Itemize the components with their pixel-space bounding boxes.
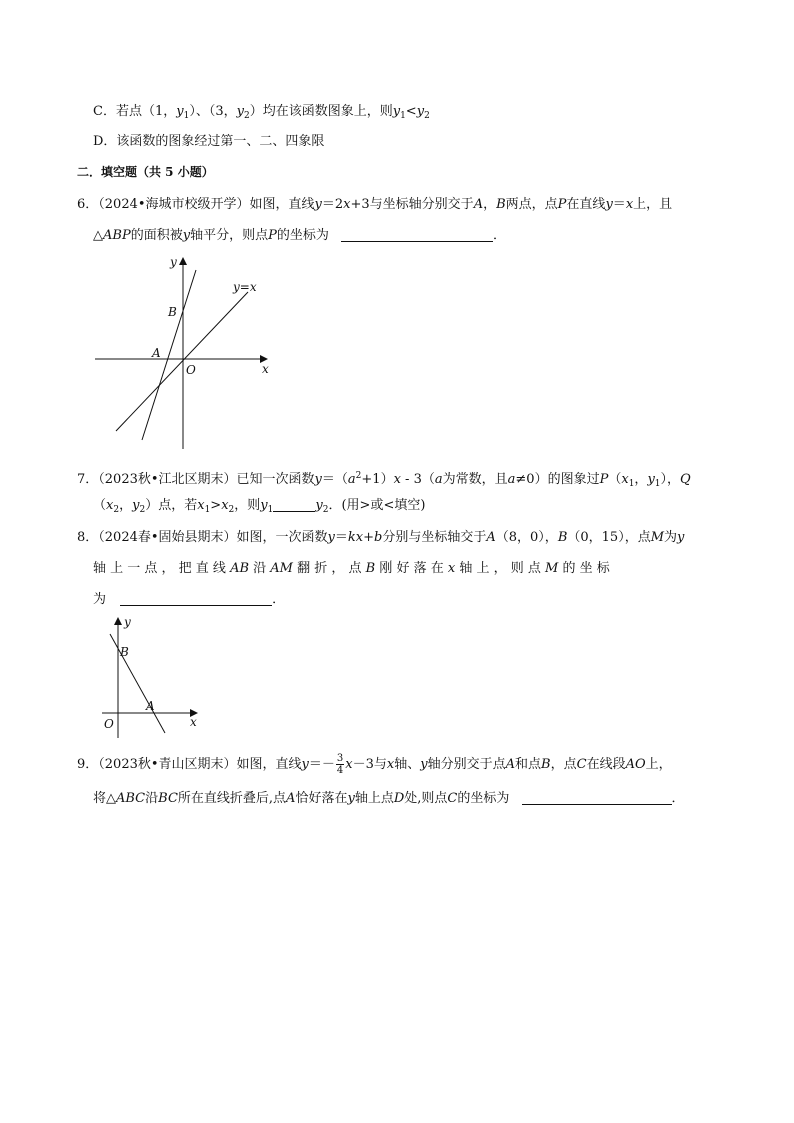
- q7-text: ），: [660, 472, 681, 487]
- q7-text: 为常数，且: [442, 472, 508, 487]
- var-b: B: [541, 757, 551, 772]
- q7-text: - 3（: [400, 472, 435, 487]
- q9-text: 9．（2023秋•青山区期末）如图，直线: [77, 757, 302, 772]
- var-kx: kx: [347, 530, 364, 545]
- q8-text: 为: [664, 530, 678, 545]
- var-y: y: [260, 498, 268, 513]
- var-y: y: [392, 104, 401, 119]
- q9-text: 将△: [93, 791, 116, 806]
- var-x: x: [393, 472, 401, 487]
- option-c: [93, 103, 430, 125]
- q6-text: 上，且: [633, 197, 673, 212]
- var-x: x: [386, 757, 395, 772]
- q6-text: △: [93, 228, 103, 243]
- question-6-line-1: [77, 196, 672, 214]
- question-8-line-2: [93, 560, 610, 578]
- var-bc: BC: [158, 791, 178, 806]
- question-8-line-1: [77, 529, 684, 547]
- subscript: 1: [183, 111, 190, 121]
- var-p: P: [268, 228, 277, 243]
- var-y: y: [416, 104, 425, 119]
- var-y: y: [132, 498, 140, 513]
- q7-text: ＝（: [321, 472, 348, 487]
- question-9-line-2: [93, 790, 685, 808]
- var-y: y: [176, 104, 184, 119]
- var-y: y: [347, 791, 355, 806]
- var-ab: AB: [230, 561, 250, 576]
- q6-text: +3与坐标轴分别交于: [350, 197, 474, 212]
- q6-text: 两点，点: [505, 197, 558, 212]
- q7-text: （: [93, 498, 107, 513]
- q8-text: 轴 上 ， 则 点: [455, 561, 546, 576]
- q8-text: 沿: [249, 561, 271, 576]
- var-y: y: [647, 472, 655, 487]
- q9-text: 沿: [145, 791, 159, 806]
- option-d: [93, 133, 324, 151]
- subscript: 1: [628, 479, 635, 489]
- var-a: A: [486, 530, 496, 545]
- q8-text: （0，15），点: [567, 530, 651, 545]
- var-abc: ABC: [116, 791, 146, 806]
- var-ao: AO: [625, 757, 646, 772]
- var-b: B: [557, 530, 568, 545]
- option-c-text-2: ）、（3，: [189, 104, 237, 119]
- subscript: 1: [204, 505, 211, 515]
- q6-text: 的面积被: [130, 228, 183, 243]
- var-p: P: [557, 197, 567, 212]
- var-y: y: [605, 197, 613, 212]
- question-7-line-2: [93, 497, 425, 519]
- q8-text: 的 坐 标: [558, 561, 610, 576]
- q7-text: 7．（2023秋•江北区期末）已知一次函数: [77, 472, 315, 487]
- q7-text: ．(用>或<填空): [328, 498, 426, 513]
- q8-text: 翻 折 ， 点: [292, 561, 366, 576]
- point-b-label: B: [168, 305, 177, 319]
- subscript: 1: [654, 479, 661, 489]
- subscript: 2: [243, 111, 250, 121]
- y-axis-label: y: [170, 255, 177, 269]
- q9-text: 和点: [515, 757, 542, 772]
- subscript: 1: [267, 505, 274, 515]
- q6-text: ＝: [612, 197, 626, 212]
- q7-text: ，: [119, 498, 133, 513]
- q9-text: 的坐标为: [457, 791, 510, 806]
- q6-text: ．: [493, 228, 507, 243]
- x-axis-label: x: [190, 715, 197, 729]
- var-p: P: [599, 472, 609, 487]
- var-c: C: [576, 757, 587, 772]
- subscript: 2: [113, 505, 120, 515]
- q9-text: 轴、: [394, 757, 421, 772]
- var-x: x: [447, 561, 456, 576]
- var-b: b: [374, 530, 383, 545]
- q8-text: ．: [272, 592, 286, 607]
- point-b-label: B: [120, 645, 129, 659]
- var-c: C: [447, 791, 458, 806]
- q9-text: 在线段: [586, 757, 626, 772]
- var-b: B: [496, 197, 506, 212]
- q9-text: －3与: [352, 757, 387, 772]
- var-x: x: [197, 498, 205, 513]
- q8-text: ＝: [334, 530, 348, 545]
- var-y: y: [677, 530, 685, 545]
- q7-text: ，则: [234, 498, 261, 513]
- subscript: 2: [139, 505, 146, 515]
- q9-text: ，点: [550, 757, 577, 772]
- q9-text: 处,则点: [404, 791, 448, 806]
- q8-figure: [88, 612, 208, 742]
- q9-text: ．: [671, 791, 685, 806]
- answer-blank-q6[interactable]: [341, 227, 493, 242]
- option-d-text: D．该函数的图象经过第一、二、四象限: [93, 134, 325, 149]
- subscript: 2: [424, 111, 430, 121]
- var-a: A: [473, 197, 484, 212]
- origin-label: O: [186, 363, 196, 377]
- q8-text: 刚 好 落 在: [375, 561, 448, 576]
- q9-text: 上，: [645, 757, 672, 772]
- var-y: y: [301, 757, 309, 772]
- point-a-label: A: [146, 699, 155, 713]
- q6-text: 6．（2024•海城市校级开学）如图，直线: [77, 197, 315, 212]
- option-c-text-1: C．若点（1，: [93, 104, 177, 119]
- var-m: M: [545, 561, 559, 576]
- greater-than-sign: >: [210, 498, 222, 513]
- var-a: A: [505, 757, 516, 772]
- q8-text: （8，0），: [495, 530, 558, 545]
- line-label: y=x: [233, 280, 257, 294]
- q6-text: 在直线: [566, 197, 606, 212]
- q8-text: 为: [93, 592, 107, 607]
- point-a-label: A: [152, 346, 161, 360]
- q6-text: 的坐标为: [276, 228, 329, 243]
- less-than-sign: <: [405, 104, 417, 119]
- q9-text: 轴上点: [354, 791, 394, 806]
- q6-figure: [90, 250, 280, 455]
- q7-text: ≠0）的图象过: [515, 472, 600, 487]
- origin-label: O: [104, 717, 114, 731]
- var-a: A: [286, 791, 296, 806]
- subscript: 2: [228, 505, 235, 515]
- fraction-denominator: 4: [336, 765, 344, 776]
- var-b: B: [365, 561, 376, 576]
- q6-text: ，: [483, 197, 497, 212]
- q6-text: 轴平分，则点: [190, 228, 269, 243]
- section-title: [77, 163, 214, 181]
- var-abp: ABP: [103, 228, 131, 243]
- section-title-text: 二．填空题（共 5 小题）: [77, 165, 214, 179]
- q9-text: 轴分别交于点: [427, 757, 506, 772]
- option-c-text-3: ）均在该函数图象上，则: [249, 104, 393, 119]
- answer-blank-q8[interactable]: [120, 591, 272, 606]
- var-d: D: [393, 791, 405, 806]
- q7-text: ）点，若: [145, 498, 198, 513]
- var-am: AM: [270, 561, 293, 576]
- q8-text: +: [363, 530, 375, 545]
- var-m: M: [650, 530, 665, 545]
- fraction-numerator: 3: [336, 753, 344, 764]
- var-x: x: [621, 472, 629, 487]
- var-y: y: [315, 498, 323, 513]
- q7-text: +1）: [361, 472, 394, 487]
- var-q: Q: [680, 472, 691, 487]
- q8-text: 分别与坐标轴交于: [382, 530, 487, 545]
- q7-text: ，: [634, 472, 648, 487]
- var-x: x: [343, 197, 351, 212]
- q9-text: ＝－: [308, 757, 335, 772]
- var-x: x: [106, 498, 114, 513]
- x-axis-label: x: [262, 362, 269, 376]
- q6-text: ＝2: [321, 197, 344, 212]
- var-x: x: [345, 757, 353, 772]
- fraction-three-quarters: [336, 753, 344, 776]
- q7-text: （: [608, 472, 622, 487]
- var-y: y: [314, 197, 322, 212]
- answer-blank-q9[interactable]: [522, 790, 672, 805]
- subscript: 2: [322, 505, 329, 515]
- q8-text: 8．（2024春•固始县期末）如图，一次函数: [77, 530, 328, 545]
- y-axis-label: y: [124, 615, 131, 629]
- var-a: a: [434, 472, 443, 487]
- subscript: 1: [400, 111, 406, 121]
- var-x: x: [221, 498, 229, 513]
- superscript: 2: [355, 471, 362, 481]
- var-y: y: [182, 228, 191, 243]
- answer-blank-q7[interactable]: [273, 497, 315, 512]
- question-8-line-3: [93, 591, 285, 609]
- q9-text: 恰好落在: [295, 791, 348, 806]
- var-a: a: [347, 472, 356, 487]
- var-y: y: [327, 530, 335, 545]
- var-y: y: [236, 104, 244, 119]
- question-6-line-2: [93, 227, 506, 245]
- var-y: y: [420, 757, 428, 772]
- question-9-line-1: [77, 753, 672, 776]
- q8-text: 轴 上 一 点 ， 把 直 线: [93, 561, 231, 576]
- var-x: x: [625, 197, 634, 212]
- question-7-line-1: [77, 467, 691, 493]
- var-y: y: [314, 472, 322, 487]
- var-a: a: [507, 472, 516, 487]
- q9-text: 所在直线折叠后,点: [177, 791, 287, 806]
